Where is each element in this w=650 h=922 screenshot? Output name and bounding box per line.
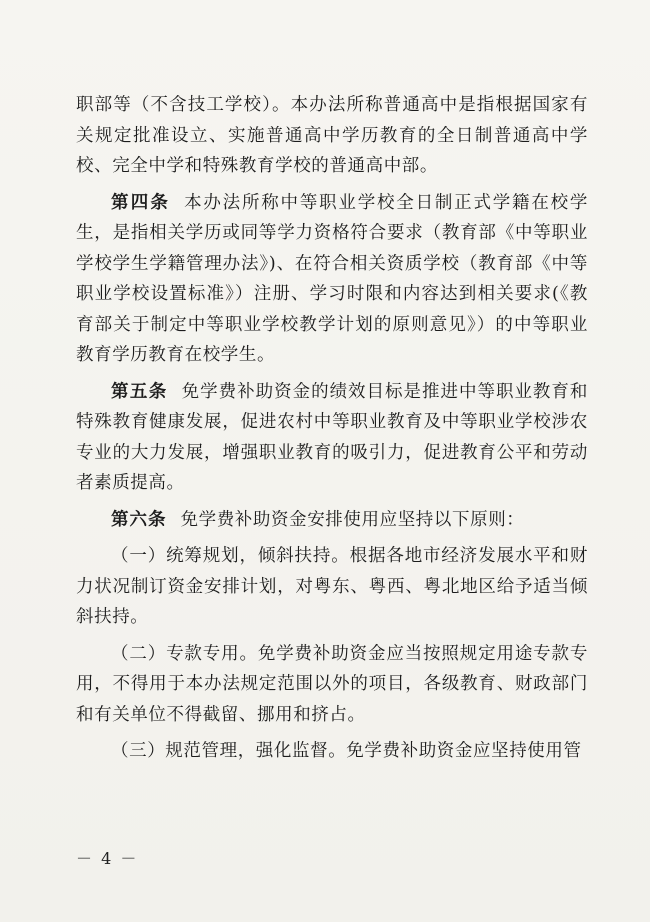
principle-2-paragraph: [76, 639, 588, 731]
article-6-heading: 第六条: [111, 509, 167, 530]
page-number: － 4 －: [76, 849, 139, 868]
paragraph-text: 免学费补助资金安排使用应坚持以下原则：: [180, 509, 525, 530]
document-body: [76, 90, 588, 767]
principle-1-paragraph: [76, 541, 588, 633]
paragraph-text: （二）专款专用。免学费补助资金应当按照规定用途专款专用，不得用于本办法规定范围以外的项目，各级教育、财政部门和有关单位不得截留、挪用和挤占。: [76, 643, 588, 725]
article-4-heading: 第四条: [111, 192, 171, 213]
paragraph-text: （一）统筹规划，倾斜扶持。根据各地市经济发展水平和财力状况制订资金安排计划，对粤东、粤西、粤北地区给予适当倾斜扶持。: [76, 546, 588, 627]
article-6-paragraph: [76, 505, 588, 536]
paragraph-text: （三）规范管理，强化监督。免学费补助资金应坚持使用管: [111, 741, 582, 761]
paragraph-text: 本办法所称中等职业学校全日制正式学籍在校学生，是指相关学历或同等学力资格符合要求（教育部《中等职业学校学生学籍管理办法》)、在符合相关资质学校（教育部《中等职业学校设置标准》）注册、学习时限和内容达到相关要求(《教育部关于制定中等职业学校教学计划的原则意见》）的中等职业教育学历教育在校学生。: [76, 192, 588, 365]
article-4-paragraph: [76, 188, 588, 371]
paragraph-text: 免学费补助资金的绩效目标是推进中等职业教育和特殊教育健康发展，促进农村中等职业教育及中等职业学校涉农专业的大力发展，增强职业教育的吸引力，促进教育公平和劳动者素质提高。: [76, 381, 589, 493]
paragraph-continuation: [76, 90, 588, 182]
principle-3-paragraph: [76, 736, 588, 767]
article-5-heading: 第五条: [111, 381, 168, 402]
article-5-paragraph: [76, 377, 588, 499]
paragraph-text: 职部等（不含技工学校）。本办法所称普通高中是指根据国家有关规定批准设立、实施普通高中学历教育的全日制普通高中学校、完全中学和特殊教育学校的普通高中部。: [76, 95, 588, 176]
